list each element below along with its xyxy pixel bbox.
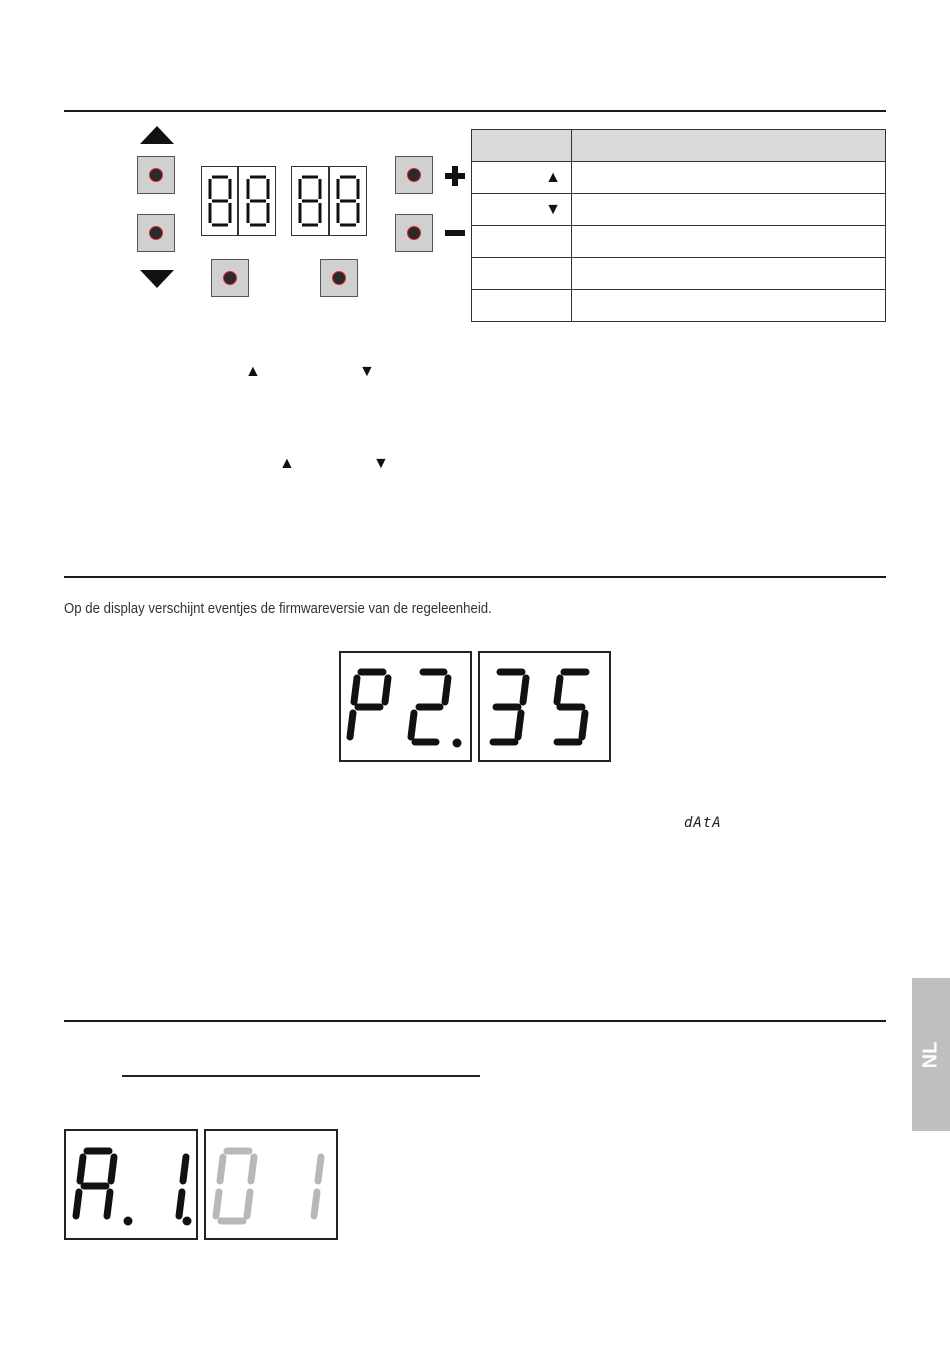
section-divider (64, 576, 886, 578)
table-row (472, 290, 886, 322)
down-triangle-icon: ▼ (373, 455, 389, 472)
table-cell-value (572, 290, 886, 322)
firmware-intro-text: Op de display verschijnt eventjes de firmwareversie van de regeleenheid. (64, 600, 492, 617)
table-cell-value (572, 226, 886, 258)
down-button[interactable] (137, 214, 175, 252)
table-row (472, 162, 886, 194)
table-cell-key (472, 258, 572, 290)
table-cell-value (572, 194, 886, 226)
table-cell-key: ▲ (472, 162, 572, 194)
language-tab-label: NL (919, 1041, 942, 1068)
table-cell-key: ▼ (472, 194, 572, 226)
right-button[interactable] (320, 259, 358, 297)
parameter-table (471, 129, 886, 322)
section-divider-top (64, 110, 886, 112)
down-triangle-icon: ▼ (359, 363, 375, 380)
left-button[interactable] (211, 259, 249, 297)
minus-button[interactable] (395, 214, 433, 252)
parameter-display-value (0, 0, 1, 1)
language-tab (912, 978, 950, 1131)
up-triangle-icon: ▲ (245, 363, 261, 380)
underline-rule (122, 1075, 480, 1077)
plus-icon (444, 165, 466, 187)
parameter-segments (64, 1129, 338, 1240)
table-header-cell (572, 130, 886, 162)
up-button[interactable] (137, 156, 175, 194)
mini-segments (201, 166, 367, 236)
table-cell-key (472, 226, 572, 258)
arrow-up-icon (138, 124, 176, 146)
table-cell-value (572, 162, 886, 194)
table-cell-key (472, 290, 572, 322)
table-row (472, 194, 886, 226)
table-cell-value (572, 258, 886, 290)
minus-icon (444, 228, 466, 238)
table-header-row (472, 130, 886, 162)
plus-button[interactable] (395, 156, 433, 194)
firmware-segments (339, 651, 611, 762)
data-display-label: dAtA (684, 815, 722, 831)
table-row (472, 226, 886, 258)
table-header-cell (472, 130, 572, 162)
arrow-down-icon (138, 268, 176, 290)
section-divider (64, 1020, 886, 1022)
up-triangle-icon: ▲ (279, 455, 295, 472)
table-row (472, 258, 886, 290)
